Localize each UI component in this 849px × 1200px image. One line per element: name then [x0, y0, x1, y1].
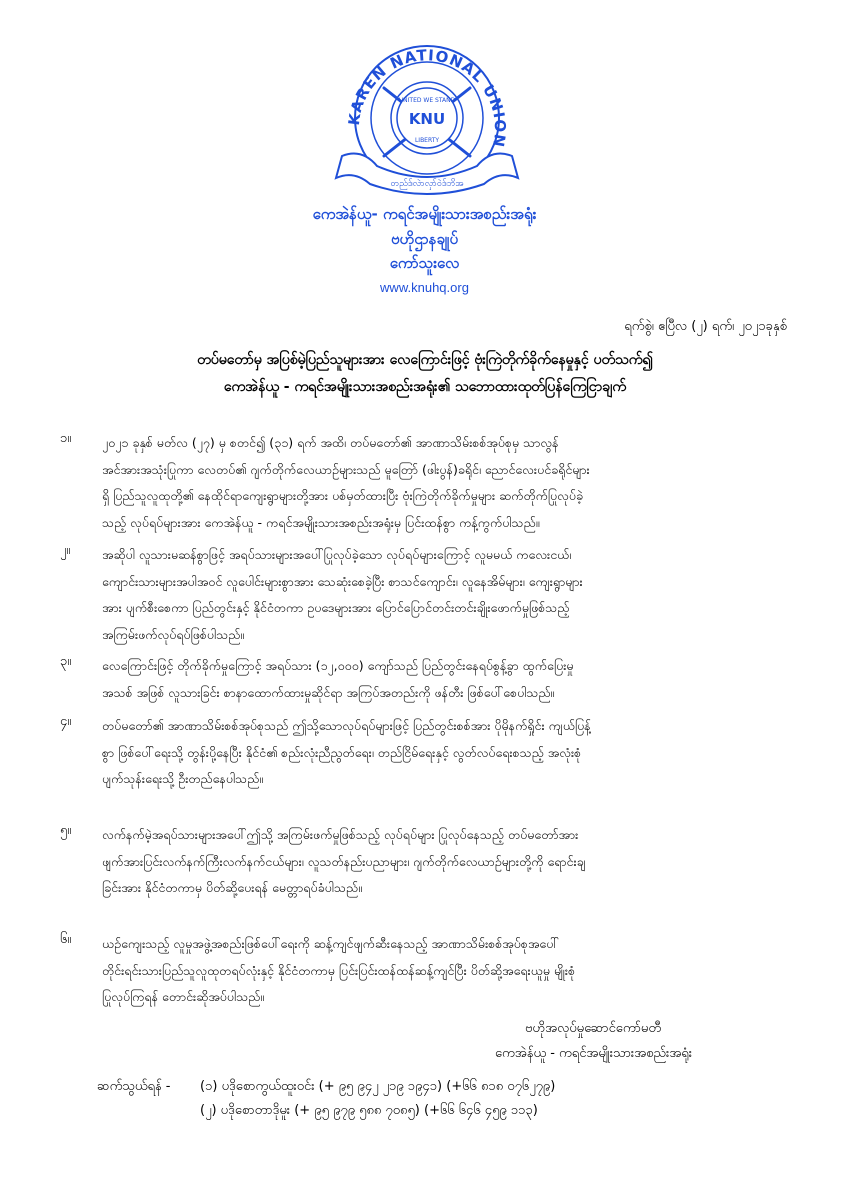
paragraph-line: ကျောင်းသားများအပါအဝင် လူပေါင်းများစွာအား သေဆုံးစေခဲ့ပြီး စာသင်ကျောင်း၊ လူနေအိမ်များ၊ ကျေးရွာများ: [102, 573, 583, 589]
statement-subtitle: ကေအဲန်ယူ - ကရင်အမျိုးသားအစည်းအရုံး၏ သဘောထားထုတ်ပြန်ကြေငြာချက်: [223, 379, 627, 395]
svg-text:KAREN NATIONAL UNION: KAREN NATIONAL UNION: [344, 46, 510, 150]
document-date: ရက်စွဲ၊ ဧပြီလ (၂) ရက်၊ ၂၀၂၁ခုနှစ်: [624, 319, 787, 334]
paragraph-line: ရှိ ပြည်သူလူထုတို့၏ နေထိုင်ရာကျေးရွာများတို့အား ပစ်မှတ်ထားပြီး ဗုံးကြဲတိုက်ခိုက်မှုများ ဆက်တိုက်ပြုလုပ်ခဲ့: [102, 488, 583, 503]
paragraph-line: ပျက်သုန်းရေးသို့ ဦးတည်နေပါသည်။: [102, 771, 264, 786]
contact-label: ဆက်သွယ်ရန် -: [97, 1079, 171, 1094]
paragraph-text: [102, 713, 807, 793]
paragraph-line: အကြမ်းဖက်လုပ်ရပ်ဖြစ်ပါသည်။: [102, 626, 245, 642]
knu-logo: [322, 28, 532, 198]
paragraph-line: ပြုလုပ်ကြရန် တောင်းဆိုအပ်ပါသည်။: [102, 989, 265, 1004]
paragraph-line: အင်အားအသုံးပြုကာ လေတပ်၏ ဂျက်တိုက်လေယာဉ်များသည် မူတြော် (ဖါးပွန်)ခရိုင်၊ ညောင်လေးပင်ခရိုင်များ: [102, 461, 590, 477]
paragraph-text: [102, 653, 807, 706]
org-location: ကော်သူးလေ: [389, 254, 460, 272]
paragraph-line: ယဉ်ကျေးသည့် လူမှုအဖွဲ့အစည်းဖြစ်ပေါ်ရေးကို ဆန့်ကျင်ဖျက်ဆီးနေသည့် အာဏာသိမ်းစစ်အုပ်စုအပေါ်: [102, 936, 559, 951]
paragraph-number: ၅။: [60, 823, 72, 838]
website-link[interactable]: www.knuhq.org: [380, 280, 469, 295]
svg-text:KNU: KNU: [408, 110, 446, 128]
paragraph-line: စွာ ဖြစ်ပေါ်ရေးသို့ တွန်းပို့နေပြီး နိုင်ငံ၏ စည်းလုံးညီညွတ်ရေး၊ တည်ငြိမ်ရေးနှင့် လွတ်လပ်ရေးစသည့် အလုံးစုံ: [102, 744, 582, 760]
paragraph-text: [102, 822, 807, 902]
signature-organization: ကေအဲန်ယူ - ကရင်အမျိုးသားအစည်းအရုံး: [495, 1046, 693, 1061]
paragraph-line: လက်နက်မဲ့အရပ်သားများအပေါ်ဤသို့ အကြမ်းဖက်မှုဖြစ်သည့် လုပ်ရပ်များ ပြုလုပ်နေသည့် တပ်မတော်အား: [102, 827, 579, 842]
paragraph-number: ၂။: [60, 543, 71, 558]
paragraph-line: ဖျက်အားပြင်းလက်နက်ကြီးလက်နက်ငယ်များ၊ လူသတ်နည်းပညာများ၊ ဂျက်တိုက်လေယာဉ်များတို့ကို ရောင်းချ: [102, 853, 586, 869]
paragraph-number: ၄။: [60, 714, 72, 729]
paragraph-number: ၃။: [60, 654, 72, 669]
paragraph-line: လေကြောင်းဖြင့် တိုက်ခိုက်မှုကြောင့် အရပ်သား (၁၂,၀၀၀) ကျော်သည် ပြည်တွင်းနေရပ်စွန့်ခွာ ထွက်ပြေးမှု: [102, 658, 574, 673]
statement-title: တပ်မတော်မှ အပြစ်မဲ့ပြည်သူများအား လေကြောင်းဖြင့် ဗုံးကြဲတိုက်ခိုက်နေမှုနှင့် ပတ်သက်၍: [197, 352, 653, 368]
org-name: ကေအဲန်ယူ- ကရင်အမျိုးသားအစည်းအရုံး: [312, 205, 537, 223]
contact-line: (၂) ပဒိုစောတာဒိုမူး (+ ၉၅ ၉၇၉ ၅၈၈ ၇၀၈၅) (+၆၆ ၆၄၆ ၄၅၉ ၁၁၃): [200, 1103, 538, 1118]
paragraph-text: [102, 931, 807, 1011]
svg-text:တည်ဒ်လဲာလှာ်ဝဲဒ်ဘိအ: တည်ဒ်လဲာလှာ်ဝဲဒ်ဘိအ: [390, 179, 464, 189]
paragraph-line: ခြင်းအား နိုင်ငံတကာမှ ပိတ်ဆို့ပေးရန် မေတ္တာရပ်ခံပါသည်။: [102, 880, 362, 895]
paragraph-text: [102, 542, 807, 648]
paragraph-number: ၁။: [60, 431, 72, 446]
paragraph-line: ၂၀၂၁ ခုနှစ် မတ်လ (၂၇) မှ စတင်၍ (၃၁) ရက် အထိ၊ တပ်မတော်၏ အာဏာသိမ်းစစ်အုပ်စုမှ သာလွန်: [102, 435, 559, 450]
paragraph-line: အသစ် အဖြစ် လူသားခြင်း စာနာထောက်ထားမှုဆိုင်ရာ အကြပ်အတည်းကို ဖန်တီး ဖြစ်ပေါ်စေပါသည်။: [102, 684, 555, 700]
paragraph-line: သည့် လုပ်ရပ်များအား ကေအဲန်ယူ - ကရင်အမျိုးသားအစည်းအရုံးမှ ပြင်းထန်စွာ ကန့်ကွက်ပါသည်။: [102, 514, 540, 530]
signature-committee: ဗဟိုအလုပ်မှုဆောင်ကော်မတီ: [525, 1021, 661, 1036]
org-headquarters: ဗဟိုဌာနချုပ်: [390, 230, 459, 248]
paragraph-text: [102, 430, 807, 536]
paragraph-number: ၆။: [60, 932, 72, 947]
contact-line: (၁) ပဒိုစောကွယ်ထူးဝင်း (+ ၉၅ ၉၄၂ ၂၁၉ ၁၉၄၁) (+၆၆ ၈၁၈ ၀၇၆၂၇၉): [200, 1079, 556, 1094]
paragraph-line: အဆိုပါ လူသားမဆန်စွာဖြင့် အရပ်သားများအပေါ်ပြုလုပ်ခဲ့သော လုပ်ရပ်များကြောင့် လူမမယ် ကလေးငယ်၊: [102, 547, 572, 562]
svg-text:LIBERTY: LIBERTY: [414, 137, 440, 144]
svg-text:UNITED WE STAND: UNITED WE STAND: [398, 97, 456, 104]
paragraph-line: တိုင်းရင်းသားပြည်သူလူထုတရပ်လုံးနှင့် နိုင်ငံတကာမှ ပြင်းပြင်းထန်ထန်ဆန့်ကျင်ပြီး ပိတ်ဆို့အရေးယူမှု မျိုးစုံ: [102, 962, 576, 978]
paragraph-line: တပ်မတော်၏ အာဏာသိမ်းစစ်အုပ်စုသည် ဤသို့သောလုပ်ရပ်များဖြင့် ပြည်တွင်းစစ်အား ပိုမိုနက်ရှိုင်း ကျယ်ပြန့်: [102, 718, 591, 733]
paragraph-line: အား ပျက်စီးစေကာ ပြည်တွင်းနှင့် နိုင်ငံတကာ ဥပဒေများအား ပြောင်ပြောင်တင်းတင်းချိုးဖောက်မှုဖြစ်သည့်: [102, 600, 570, 615]
